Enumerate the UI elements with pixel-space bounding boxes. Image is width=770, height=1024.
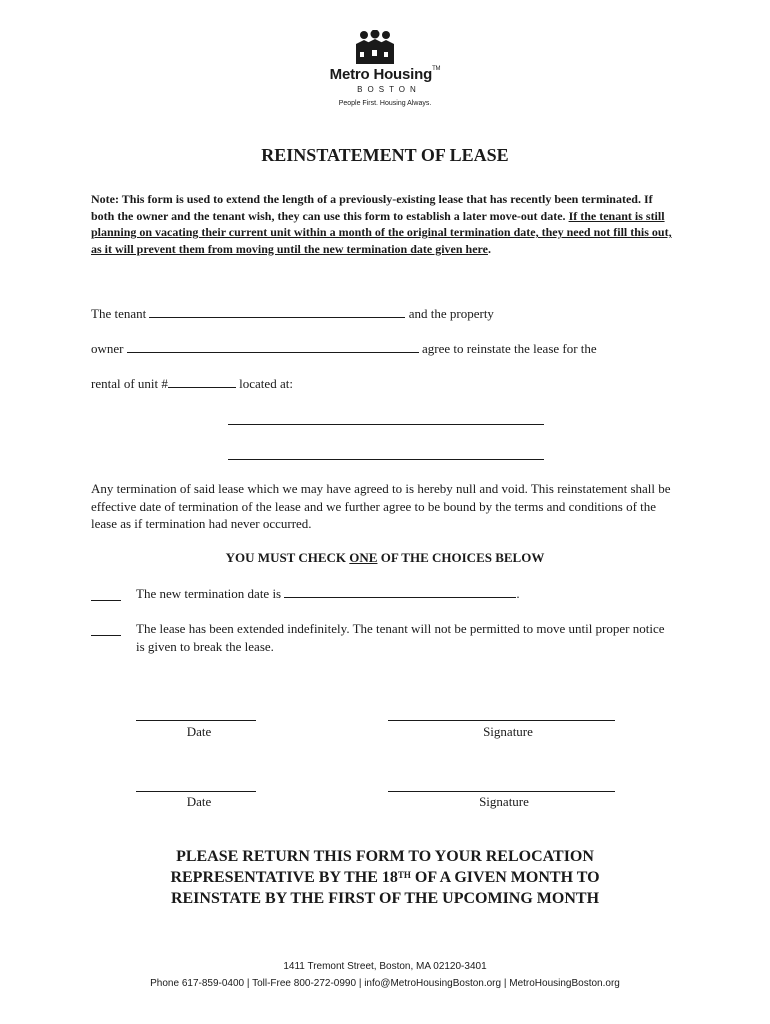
- metro-housing-logo: [0, 30, 770, 110]
- choice-1-checkbox[interactable]: [91, 600, 121, 601]
- choices-heading: YOU MUST CHECK ONE OF THE CHOICES BELOW: [225, 550, 545, 565]
- located-label: located at:: [239, 376, 293, 391]
- choice-1: The new termination date is .: [136, 586, 520, 601]
- signature-field-1[interactable]: [388, 720, 615, 721]
- footer-address: 1411 Tremont Street, Boston, MA 02120-3401: [283, 961, 487, 972]
- date-field-1[interactable]: [136, 720, 256, 721]
- choice-1-text: The new termination date is: [136, 586, 282, 601]
- reinstatement-paragraph: Any termination of said lease which we may have agreed to is hereby null and void. This reinstatement shall be effective date of termination of the lease and we further agree to be bound by the terms and conditions of the lease as if termination had never occurred.: [91, 481, 671, 531]
- footer: [0, 958, 770, 992]
- owner-name-field[interactable]: [127, 340, 419, 353]
- property-label: and the property: [408, 306, 494, 321]
- logo-tagline: People First. Housing Always.: [338, 100, 432, 107]
- owner-line: [91, 340, 691, 358]
- trademark: TM: [432, 66, 441, 72]
- return-notice-line-3: REINSTATE BY THE FIRST OF THE UPCOMING MONTH: [170, 890, 600, 907]
- form-note: [91, 191, 676, 257]
- signature-label-2: Signature: [479, 794, 529, 809]
- page-title: REINSTATEMENT OF LEASE: [261, 145, 509, 165]
- owner-label: owner: [91, 341, 124, 356]
- address-line-2-field[interactable]: [228, 459, 544, 460]
- tenant-name-field[interactable]: [149, 305, 405, 318]
- people-houses-icon: [348, 30, 400, 66]
- date-label-1: Date: [186, 724, 212, 739]
- note-end: .: [487, 241, 491, 256]
- return-notice-line-2: REPRESENTATIVE BY THE 18TH OF A GIVEN MONTH TO: [170, 869, 600, 886]
- date-field-2[interactable]: [136, 791, 256, 792]
- logo-subtitle: BOSTON: [357, 85, 421, 94]
- choice-2-checkbox[interactable]: [91, 635, 121, 636]
- address-line-1-field[interactable]: [228, 424, 544, 425]
- return-notice-line-1: PLEASE RETURN THIS FORM TO YOUR RELOCATION: [176, 848, 594, 865]
- note-text: Note: This form is used to extend the length of a previously-existing lease that has recently been terminated. If both the owner and the tenant wish, they can use this form to establish a later move-out date.: [91, 192, 653, 223]
- signature-label-1: Signature: [483, 724, 533, 739]
- footer-contact: Phone 617-859-0400 | Toll-Free 800-272-0990 | info@MetroHousingBoston.org | MetroHousingBoston.org: [150, 978, 620, 989]
- new-termination-date-field[interactable]: [284, 585, 516, 598]
- unit-number-field[interactable]: [168, 375, 236, 388]
- note-underlined-text: If the tenant is still planning on vacating their current unit within a month of the original termination date, they need not fill this out, as it will prevent them from moving until the new termination date given here: [91, 208, 672, 256]
- logo-name: Metro Housing™: [329, 66, 441, 83]
- tenant-label: The tenant: [91, 306, 147, 321]
- date-label-2: Date: [186, 794, 212, 809]
- one-emphasis: ONE: [349, 550, 378, 565]
- unit-line: [91, 375, 691, 393]
- signature-field-2[interactable]: [388, 791, 615, 792]
- return-notice: [0, 846, 770, 909]
- choice-2-text: The lease has been extended indefinitely. The tenant will not be permitted to move until proper notice is given to break the lease.: [136, 621, 665, 654]
- tenant-line: [91, 305, 691, 323]
- agree-label: agree to reinstate the lease for the: [422, 341, 597, 356]
- unit-label: rental of unit #: [91, 376, 168, 391]
